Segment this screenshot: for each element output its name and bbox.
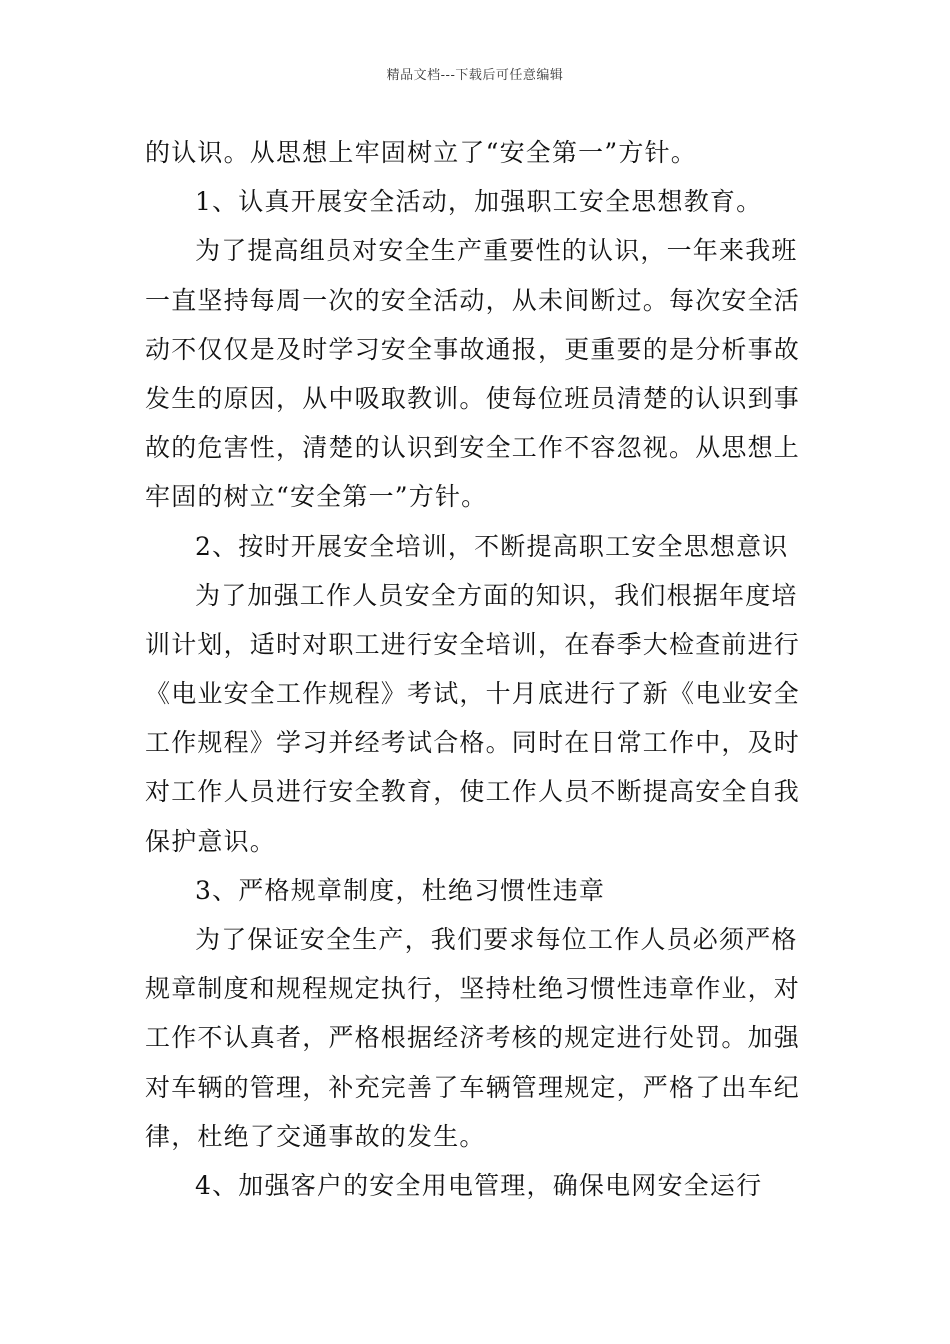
text-line: 对车辆的管理，补充完善了车辆管理规定，严格了出车纪 (145, 1072, 801, 1102)
section-heading: 1、认真开展安全活动，加强职工安全思想教育。 (195, 187, 763, 217)
text-line: 《电业安全工作规程》考试，十月底进行了新《电业安全 (145, 679, 801, 709)
section-heading: 2、按时开展安全培训，不断提高职工安全思想意识 (195, 531, 789, 561)
section-heading: 4、加强客户的安全用电管理，确保电网安全运行 (195, 1170, 763, 1200)
text-line: 的认识。从思想上牢固树立了“安全第一”方针。 (145, 138, 697, 167)
text-line: 一直坚持每周一次的安全活动，从未间断过。每次安全活 (145, 285, 801, 315)
text-line: 牢固的树立“安全第一”方针。 (145, 482, 488, 512)
text-line: 为了加强工作人员安全方面的知识，我们根据年度培 (195, 580, 798, 610)
text-line: 为了提高组员对安全生产重要性的认识，一年来我班 (195, 236, 798, 266)
text-line: 对工作人员进行安全教育，使工作人员不断提高安全自我 (145, 777, 801, 807)
document-body (145, 128, 807, 1210)
text-line: 动不仅仅是及时学习安全事故通报，更重要的是分析事故 (145, 334, 801, 364)
text-line: 为了保证安全生产，我们要求每位工作人员必须严格 (195, 925, 798, 954)
section-heading: 3、严格规章制度，杜绝习惯性违章 (195, 875, 606, 905)
text-line: 工作规程》学习并经考试合格。同时在日常工作中，及时 (145, 728, 801, 758)
text-line: 故的危害性，清楚的认识到安全工作不容忽视。从思想上 (145, 433, 801, 463)
text-line: 训计划，适时对职工进行安全培训，在春季大检查前进行 (145, 629, 801, 659)
text-line: 律，杜绝了交通事故的发生。 (145, 1121, 486, 1151)
text-line: 发生的原因，从中吸取教训。使每位班员清楚的认识到事 (145, 383, 801, 413)
text-line: 规章制度和规程规定执行，坚持杜绝习惯性违章作业，对 (145, 974, 801, 1004)
page-header: 精品文档---下载后可任意编辑 (386, 68, 564, 83)
text-line: 保护意识。 (145, 826, 277, 856)
text-line: 工作不认真者，严格根据经济考核的规定进行处罚。加强 (145, 1023, 801, 1053)
